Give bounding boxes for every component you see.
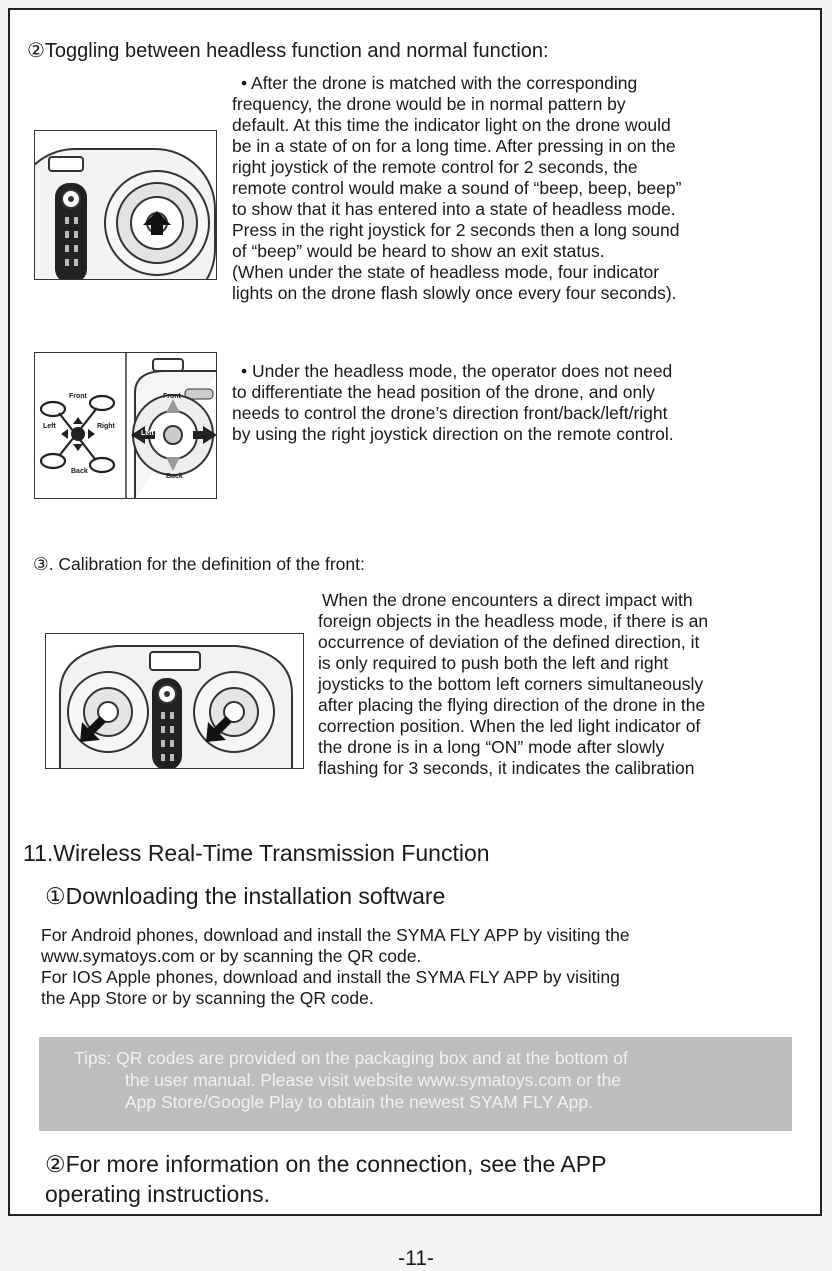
tips-box xyxy=(39,1037,792,1131)
label-back-drone: Back xyxy=(71,468,88,475)
headless-heading: ②Toggling between headless function and normal function: xyxy=(27,40,549,62)
download-subheading: ①Downloading the installation software xyxy=(45,883,446,909)
page-number: -11- xyxy=(398,1247,434,1270)
joystick-press-illustration xyxy=(34,130,217,280)
tips-line-2: the user manual. Please visit website www.symatoys.com or the xyxy=(125,1070,622,1090)
calibration-heading: ③. Calibration for the definition of the front: xyxy=(33,554,365,574)
calibration-remote-illustration xyxy=(45,633,304,769)
tips-line-1: Tips: QR codes are provided on the packaging box and at the bottom of xyxy=(74,1048,628,1068)
label-front-remote: Front xyxy=(163,393,181,400)
headless-direction-illustration xyxy=(34,352,217,499)
tips-line-3: App Store/Google Play to obtain the newest SYAM FLY App. xyxy=(125,1092,593,1112)
wireless-heading: 11.Wireless Real-Time Transmission Function xyxy=(23,840,490,866)
label-left-remote: Left xyxy=(141,430,154,437)
label-right-drone: Right xyxy=(97,423,115,430)
label-front-drone: Front xyxy=(69,393,87,400)
label-left-drone: Left xyxy=(43,423,56,430)
label-back-remote: Back xyxy=(166,473,183,480)
